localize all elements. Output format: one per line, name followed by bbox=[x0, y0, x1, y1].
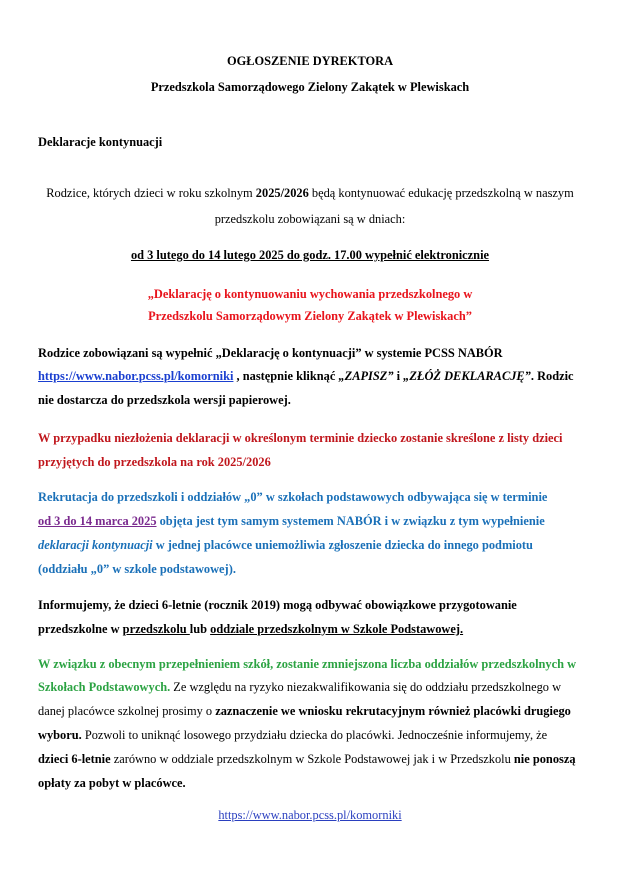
nabor-link[interactable]: https://www.nabor.pcss.pl/komorniki bbox=[38, 369, 234, 383]
notice-line-2 bbox=[38, 678, 583, 696]
intro-text-cont: będą kontynuować edukację przedszkolną w naszym bbox=[308, 186, 574, 200]
info-line-2 bbox=[38, 620, 583, 638]
recruitment-text-cont: w jednej placówce uniemożliwia zgłoszenie dziecka do innego podmiotu bbox=[152, 538, 533, 552]
recruitment-line-1: Rekrutacja do przedszkoli i oddziałów „0” w szkołach podstawowych odbywająca się w terminie bbox=[38, 490, 548, 504]
recruitment-line-2 bbox=[38, 512, 583, 530]
notice-text-3: Pozwoli to uniknąć losowego przydziału dziecka do placówki. Jednocześnie informujemy, że bbox=[81, 728, 548, 742]
notice-text-2: danej placówce szkolnej prosimy o bbox=[38, 704, 216, 718]
notice-line-5 bbox=[38, 750, 583, 768]
notice-line-4 bbox=[38, 726, 583, 744]
intro-year: 2025/2026 bbox=[255, 186, 309, 200]
zapisz-label: „ZAPISZ” bbox=[338, 369, 394, 383]
instructions-line-3: nie dostarcza do przedszkola wersji papierowej. bbox=[38, 393, 291, 407]
instructions-and: i bbox=[393, 369, 404, 383]
intro-line-2: przedszkolu zobowiązani są w dniach: bbox=[214, 212, 406, 226]
recruitment-line-3 bbox=[38, 536, 583, 554]
recruitment-italic: deklaracji kontynuacji bbox=[38, 538, 153, 552]
deadline-text: od 3 lutego do 14 lutego 2025 do godz. 17.00 wypełnić elektronicznie bbox=[130, 248, 490, 262]
notice-green-end: Szkołach Podstawowych. bbox=[38, 680, 171, 694]
notice-line-1: W związku z obecnym przepełnieniem szkół, zostanie zmniejszona liczba oddziałów przedszkolnych w bbox=[38, 657, 577, 671]
intro-line-1 bbox=[0, 184, 620, 202]
page-subtitle: Przedszkola Samorządowego Zielony Zakątek w Plewiskach bbox=[150, 80, 470, 94]
instructions-line-1: Rodzice zobowiązani są wypełnić „Deklarację o kontynuacji” w systemie PCSS NABÓR bbox=[38, 346, 503, 360]
warning-line-1: W przypadku niezłożenia deklaracji w określonym terminie dziecko zostanie skreślone z listy dzieci bbox=[38, 431, 563, 445]
info-line-1: Informujemy, że dzieci 6-letnie (rocznik 2019) mogą odbywać obowiązkowe przygotowanie bbox=[38, 598, 517, 612]
info-przedszkolu: przedszkolu bbox=[122, 622, 190, 636]
page-title: OGŁOSZENIE DYREKTORA bbox=[226, 54, 394, 68]
info-lub: lub bbox=[189, 622, 211, 636]
notice-line-3 bbox=[38, 702, 583, 720]
warning-line-2: przyjętych do przedszkola na rok 2025/2026 bbox=[38, 455, 271, 469]
notice-bold-4: nie ponoszą bbox=[513, 752, 576, 766]
declaration-title-line-1: „Deklarację o kontynuowaniu wychowania przedszkolnego w bbox=[147, 287, 473, 301]
instructions-text: , następnie kliknąć bbox=[233, 369, 339, 383]
notice-text: Ze względu na ryzyko niezakwalifikowania się do oddziału przedszkolnego w bbox=[170, 680, 562, 694]
section-heading: Deklaracje kontynuacji bbox=[38, 135, 163, 149]
recruitment-text: objęta jest tym samym systemem NABÓR i w związku z tym wypełnienie bbox=[156, 514, 545, 528]
info-oddziale: oddziale przedszkolnym w Szkole Podstawowej. bbox=[210, 622, 464, 636]
notice-bold: zaznaczenie we wniosku rekrutacyjnym również placówki drugiego bbox=[215, 704, 571, 718]
recruitment-dates: od 3 do 14 marca 2025 bbox=[38, 514, 157, 528]
instructions-line-2 bbox=[38, 367, 583, 385]
declaration-title-line-2: Przedszkolu Samorządowym Zielony Zakątek w Plewiskach” bbox=[148, 309, 472, 323]
notice-bold-2: wyboru. bbox=[38, 728, 82, 742]
notice-text-4: zarówno w oddziale przedszkolnym w Szkole Podstawowej jak i w Przedszkolu bbox=[110, 752, 514, 766]
zloz-deklaracje-label: „ZŁÓŻ DEKLARACJĘ” bbox=[403, 369, 531, 383]
notice-line-6: opłaty za pobyt w placówce. bbox=[38, 776, 186, 790]
recruitment-line-4: (oddziału „0” w szkole podstawowej). bbox=[38, 562, 236, 576]
intro-text: Rodzice, których dzieci w roku szkolnym bbox=[46, 186, 256, 200]
info-text: przedszkolne w bbox=[38, 622, 123, 636]
instructions-text-end: . Rodzic bbox=[530, 369, 574, 383]
footer-link[interactable]: https://www.nabor.pcss.pl/komorniki bbox=[218, 808, 402, 822]
notice-bold-3: dzieci 6-letnie bbox=[38, 752, 111, 766]
